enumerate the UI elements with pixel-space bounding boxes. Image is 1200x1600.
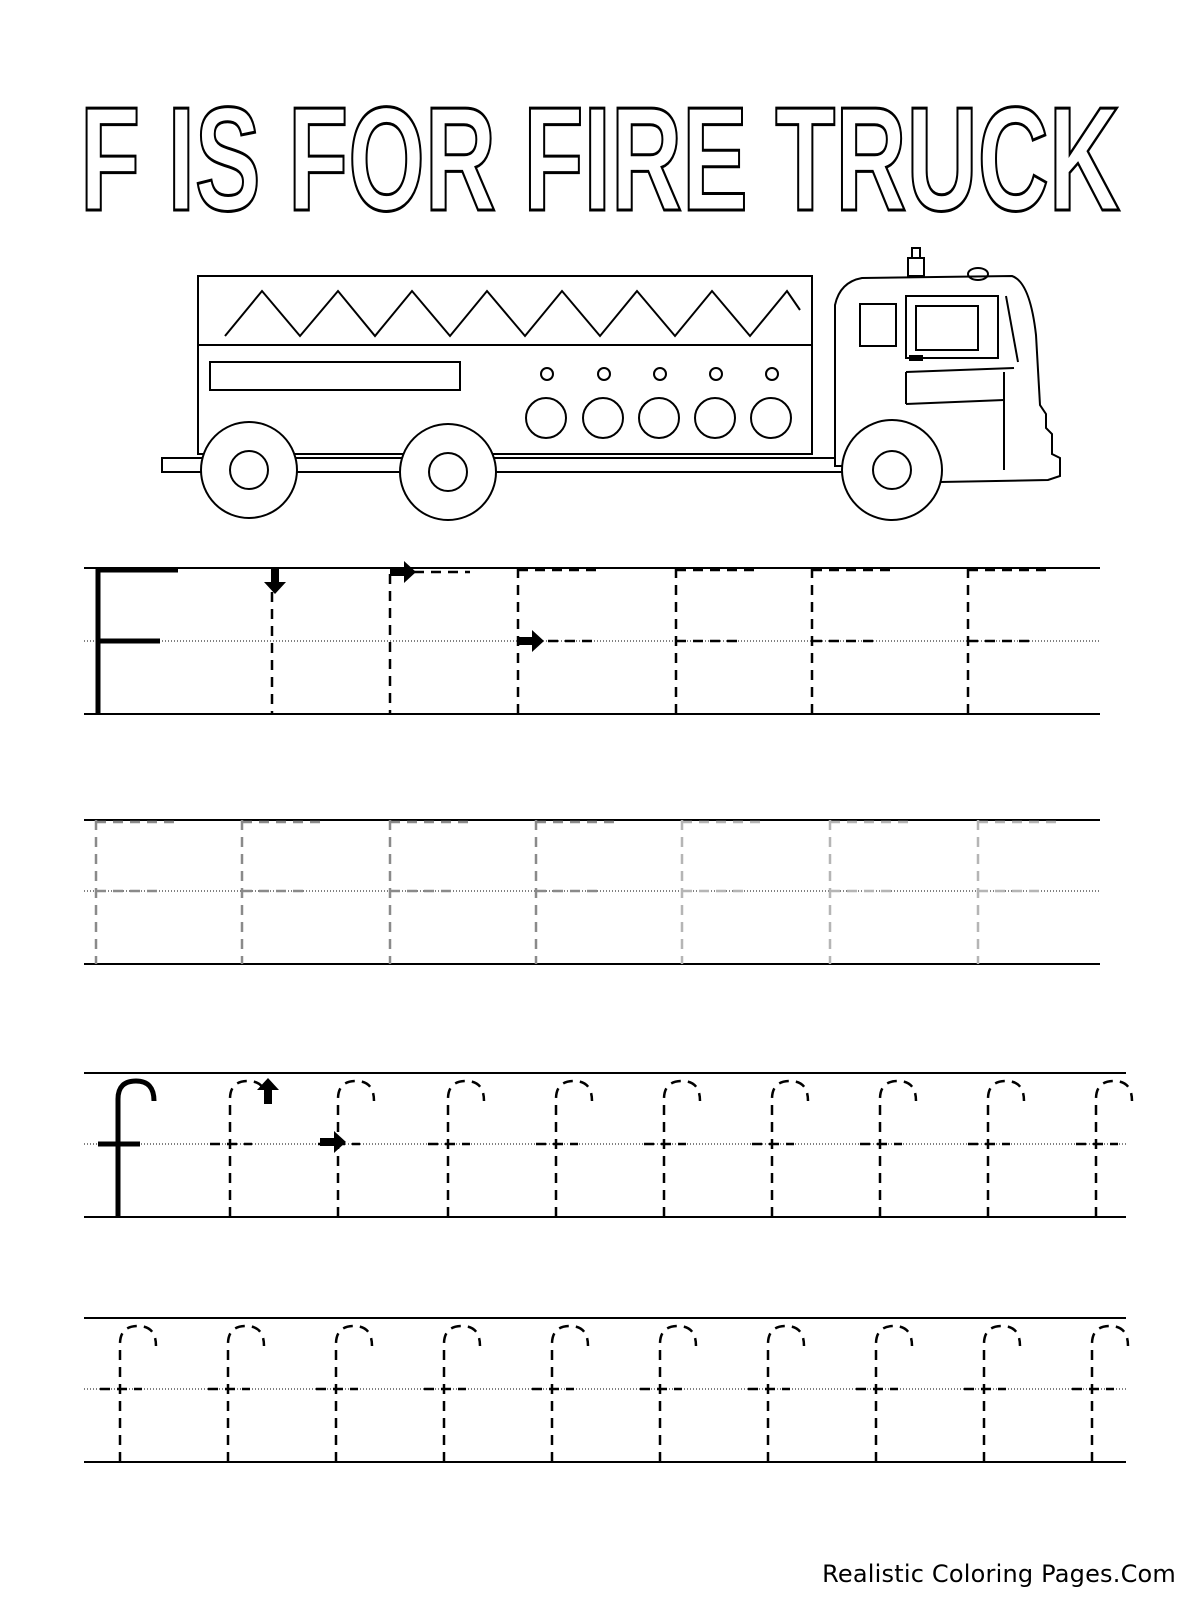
- arrow-up-icon: [257, 1078, 279, 1104]
- letter-f-hook: [338, 1081, 374, 1217]
- letter-f-hook: [448, 1081, 484, 1217]
- letter-f-hook: [444, 1326, 480, 1462]
- worksheet-title: [0, 0, 1200, 240]
- site-credit: Realistic Coloring Pages.Com: [822, 1560, 1176, 1588]
- letter-f-hook: [556, 1081, 592, 1217]
- letter-f-hook: [120, 1326, 156, 1462]
- letter-f-hook: [552, 1326, 588, 1462]
- letter-f-hook: [876, 1326, 912, 1462]
- arrow-down-icon: [264, 568, 286, 594]
- letter-f-hook: [880, 1081, 916, 1217]
- letter-f-hook: [984, 1326, 1020, 1462]
- letter-f-hook: [772, 1081, 808, 1217]
- letter-f-hook: [336, 1326, 372, 1462]
- letter-f-hook: [660, 1326, 696, 1462]
- letter-f-hook: [768, 1326, 804, 1462]
- letter-f-hook: [1096, 1081, 1132, 1217]
- arrow-right-icon: [320, 1131, 346, 1153]
- arrow-right-icon: [518, 630, 544, 652]
- practice-rows: [84, 561, 1132, 1462]
- letter-f-hook: [230, 1081, 266, 1217]
- arrow-right-icon: [390, 561, 416, 583]
- title-text: F IS FOR FIRE TRUCK: [80, 77, 1120, 240]
- letter-f-hook: [1092, 1326, 1128, 1462]
- letter-f-hook: [988, 1081, 1024, 1217]
- letter-f-hook: [228, 1326, 264, 1462]
- letter-f-hook: [664, 1081, 700, 1217]
- letter-f-hook: [118, 1081, 154, 1217]
